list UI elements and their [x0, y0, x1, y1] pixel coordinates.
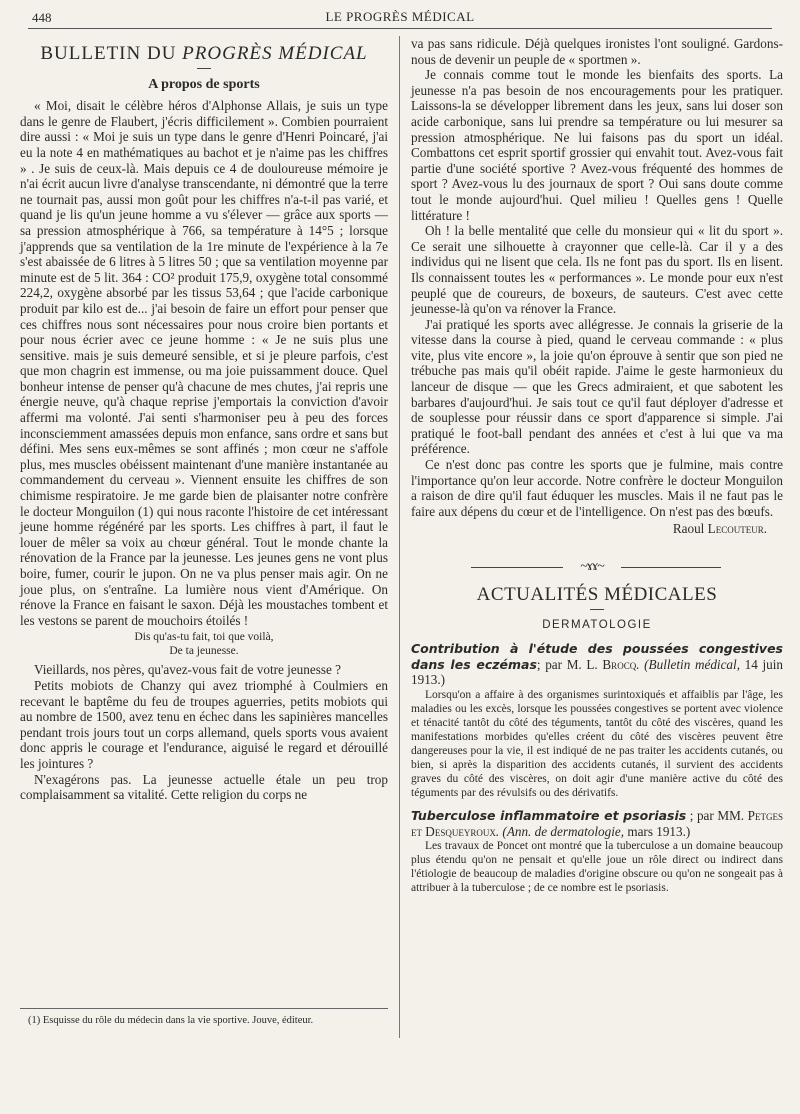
footnote: (1) Esquisse du rôle du médecin dans la vie sportive. Jouve, éditeur. — [28, 1015, 314, 1026]
entry-body: Les travaux de Poncet ont montré que la tuberculose a un domaine beaucoup plus étendu qu'on ne pensait et qu'elle joue un rôle direct ou indirect dans l'étiologie de beaucoup de maladies d'origine obscure ou qu'on ne songeait pas à attribuer à la tuberculose ; de ce nombre est le psoriasis. — [411, 840, 783, 895]
entry-source: . (Bulletin médical, — [636, 656, 740, 672]
title-divider — [197, 68, 211, 69]
section-title: ACTUALITÉS MÉDICALES — [476, 584, 718, 605]
verse-line: Dis qu'as-tu fait, toi que voilà, — [134, 631, 274, 644]
entry-author: Petges et Desqueyroux — [411, 807, 783, 839]
entry-title: Contribution à l'étude des poussées congestives dans les eczémas — [411, 641, 783, 672]
article-paragraph: Ce n'est donc pas contre les sports que je fulmine, mais contre l'importance qu'on leur accorde. Notre confrère le docteur Monguilon a raison de dire qu'il faut éduquer les muscles. Mais il ne faut pas le faire aux dépens du cœur et de l'intelligence. On n'est pas des bœufs. — [411, 457, 783, 519]
bulletin-title — [20, 43, 388, 64]
entry-author: Brocq — [602, 656, 637, 672]
signature-first-name: Raoul — [672, 521, 708, 537]
entry-heading — [411, 808, 783, 839]
article-paragraph: va pas sans ridicule. Déjà quelques ironistes l'ont souligné. Gardons-nous de devenir un peuple de « sportmen ». — [411, 36, 783, 67]
ornament-line-left — [471, 567, 563, 568]
entry-date: mars 1913.) — [624, 823, 691, 839]
author-signature — [411, 521, 783, 537]
section-divider — [590, 609, 604, 610]
signature-last-name: Lecouteur. — [707, 521, 767, 537]
article-paragraph: J'ai pratiqué les sports avec allégresse. Je connais la griserie de la vitesse dans la course à pied, quand le cerveau commande : « plus vite, plus vite encore », la joie qu'on éprouve à sentir que son pied ne trébuche pas mais qu'il obéit rapide. J'aime le geste harmonieux du lanceur de disque — que les Grecs admiraient, et que sabotent les barbares d'aujourd'hui. Je sais tout ce qu'il faut déployer d'adresse et de souplesse pour réussir dans ce sport d'apparence si simple. J'ai pratiqué le foot-ball pendant des années et c'est à lui que va ma préférence. — [411, 316, 783, 457]
article-paragraph: « Moi, disait le célèbre héros d'Alphonse Allais, je suis un type dans le genre de Flaubert, j'écris difficilement ». Combien pourraient dire aussi : « Moi je suis un type dans le genre d'Henri Poincaré, j'ai eu la note 4 en mathématiques au bachot et je n'aime pas les chiffres » . Je suis de ceux-là. Mais depuis ce 4 de douloureuse mémoire je n'ai écrit aucun livre d'analyse transcendante, ni démontré que la terre ne tournait pas, aussi mon goût pour les chiffres n'a-t-il pas varié, et quand je lis qu'un jeune homme a vu s'élever — grâce aux sports — sa pression atmosphérique à 766, sa température à 14°5 ; lorsque j'apprends que sa ventilation de la 1re minute de l'expérience à la 7e s'est abaissée de 6 litres à 5 litres 50 ; que sa ventilation moyenne par minute est de 5 lit. 364 : CO² produit 175,9, oxygène total consommé 224,2, oxygène absorbé par les tissus 53,64 ; que l'acide carbonique produit par kilo est de... j'ai besoin de faire un effort pour penser que ces chiffres nous sont nécessaires pour nous croire bien portants et pour nous écrier avec ce jeune homme : « Je ne suis plus une sensitive. mais je suis demeuré sensible, et si je pleure parfois, c'est que mon chagrin est immense, ou ma joie puissamment douce. Quel bonheur intense de penser qu'à chacune de mes chutes, j'ai repris une énergie neuve, qu'à chaque reprise j'emportais la conviction d'avoir affermi ma volonté. J'ai senti s'harmoniser peu à peu des forces inconsciemment amassées depuis mon enfance, sans ordre et sans but défini. Mes sens eux-mêmes se sont affinés ; mon cœur ne s'affole plus, mes muscles obéissent maintenant d'une manière instantanée au commandement du cerveau ». Viennent ensuite les chiffres de son chimisme respiratoire. Je me garde bien de plaisanter notre confrère le docteur Monguilon (1) qui nous raconte l'histoire de cet intéressant jeune homme régénéré par les sports. Les chiffres à part, il faut le louer de mêler sa voix au chœur général. Tout le monde chante la rénovation de la France par la jeunesse. Les jeunes gens ne vont plus boire, fumer, courir le jupon. On ne va plus penser mais agir. On ne joue plus, on s'entraîne. La lumière nous vient d'Amérique. On rénove la France en faisant le saxon. Déjà les moustaches tombent et les vestons se parent de mouchoirs étoilés ! — [20, 98, 388, 628]
verse-line: De ta jeunesse. — [169, 645, 239, 658]
bulletin-title-italic: PROGRÈS MÉDICAL — [182, 43, 368, 64]
entry-author-prefix: ; par M. L. — [536, 656, 603, 672]
right-column — [411, 36, 783, 895]
entry-title: Tuberculose inflammatoire et psoriasis — [411, 807, 687, 823]
flourish-glyph: ~ɤɤ~ — [580, 559, 604, 574]
footnote-rule — [20, 1008, 388, 1009]
article-paragraph: Petits mobiots de Chanzy qui avez triomphé à Coulmiers en recevant le baptême du feu de troupes aguerries, petits mobiots qui au nombre de 1500, avez tenu en échec dans les sapinières mancelles pendant trois jours tout un corps allemand, quels sports vous avaient donc appris le courage et l'endurance, aiguisé le regard et dérouillé les jointures ? — [20, 677, 388, 771]
page-number: 448 — [32, 10, 52, 25]
article-paragraph: N'exagérons pas. La jeunesse actuelle étale un peu trop complaisamment sa vitalité. Cette religion du corps ne — [20, 771, 388, 803]
journal-title: LE PROGRÈS MÉDICAL — [325, 9, 475, 24]
ornament-line-right — [621, 567, 721, 568]
section-ornament — [411, 557, 783, 579]
running-header — [28, 6, 772, 29]
bulletin-title-plain: BULLETIN DU — [40, 43, 183, 64]
article-title: A propos de sports — [148, 76, 260, 92]
verse-quote — [20, 630, 388, 658]
article-paragraph: Oh ! la belle mentalité que celle du monsieur qui « lit du sport ». Ce serait une silhouette à crayonner que celle-là. Car il y a des individus qui ne lisent que cela. Ils ne font pas du sport. Ils en lisent. Ils connaissent toutes les « performances ». Le monde pour eux n'est peuplé que de coureurs, de boxeurs, de sauteurs. C'est avec cette jeunesse-là qu'on va rénover la France. — [411, 223, 783, 317]
article-paragraph: Je connais comme tout le monde les bienfaits des sports. La jeunesse n'a pas besoin de nos encouragements pour les pratiquer. Laissons-la se développer librement dans les jeux, sans lui doser son acide carbonique, sans lui prendre sa température ou lui mesurer sa pression atmosphérique. Ne lui faisons pas du sport un idéal. Combattons cet esprit sportif grossier qui envahit tout. Avez-vous fait partie d'une société sportive ? Avez-vous fréquenté des hommes de sport ? Avez-vous lu des journaux de sport ? Oui sans doute comme tout le monde aujourd'hui. Quel milieu ! Quelles gens ! Quelle littérature ! — [411, 67, 783, 223]
entry-source: . (Ann. de dermatologie, — [495, 823, 625, 839]
entry-date: 14 juin 1913.) — [411, 656, 784, 688]
subsection-title: DERMATOLOGIE — [542, 618, 652, 631]
entry-heading — [411, 641, 783, 688]
entry-body: Lorsqu'on a affaire à des organismes surintoxiqués et affaiblis par l'âge, les maladies ou les excès, lorsque les poussées congestives se portent avec violence et ténacité tantôt du côté des téguments, tantôt du côté des viscères, quand les manifestations morbides qu'elles créent du côté des viscères peuvent être dangereuses pour la vie, il est indiqué de ne pas traiter les accidents cutanés, ou bien, si après la disparition des accidents cutanés, il survient des accidents graves du côté des viscères, on doit agir d'une manière active du côté des téguments par des révulsifs ou des dérivatifs. — [411, 688, 783, 799]
column-divider — [399, 36, 400, 1038]
entry-author-prefix: ; par MM. — [686, 807, 748, 823]
left-column — [20, 36, 388, 803]
article-paragraph: Vieillards, nos pères, qu'avez-vous fait de votre jeunesse ? — [34, 662, 341, 678]
